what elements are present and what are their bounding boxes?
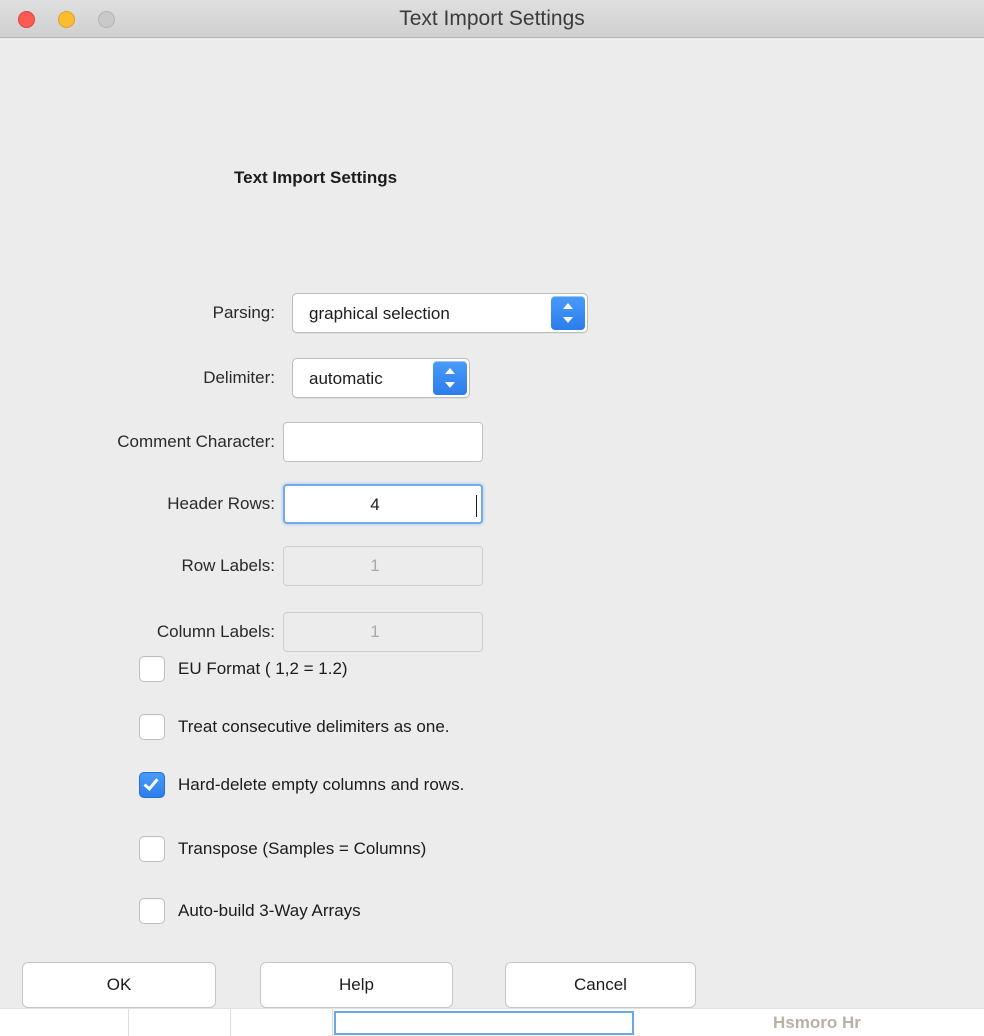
grid-line bbox=[332, 1009, 333, 1036]
grid-line bbox=[128, 1009, 129, 1036]
dialog-content bbox=[0, 38, 984, 1036]
delimiter-popup-button[interactable] bbox=[292, 358, 470, 398]
form-row-column-labels bbox=[0, 612, 984, 652]
delimiter-stepper[interactable] bbox=[433, 361, 467, 395]
checkbox-label: Hard-delete empty columns and rows. bbox=[178, 775, 465, 794]
checkbox-label: EU Format ( 1,2 = 1.2) bbox=[178, 659, 348, 678]
checkbox-box[interactable] bbox=[139, 656, 165, 682]
page-title: Text Import Settings bbox=[234, 168, 398, 187]
header-rows-label: Header Rows: bbox=[167, 494, 275, 513]
checkbox-box[interactable] bbox=[139, 772, 165, 798]
header-rows-input[interactable] bbox=[283, 484, 483, 524]
selected-cell-range bbox=[334, 1011, 634, 1035]
check-icon bbox=[143, 775, 158, 791]
window-titlebar bbox=[0, 0, 984, 38]
parsing-stepper[interactable] bbox=[551, 296, 585, 330]
help-button[interactable]: Help bbox=[260, 962, 453, 1008]
column-labels-input bbox=[283, 612, 483, 652]
chevron-down-icon bbox=[563, 317, 573, 323]
form-row-comment-character bbox=[0, 422, 984, 462]
form-row-header-rows bbox=[0, 484, 984, 524]
grid-line bbox=[230, 1009, 231, 1036]
checkbox-label: Treat consecutive delimiters as one. bbox=[178, 717, 450, 736]
column-labels-label: Column Labels: bbox=[156, 622, 275, 641]
parsing-label: Parsing: bbox=[212, 303, 275, 322]
form-row-delimiter bbox=[0, 358, 984, 398]
background-label: Hsmoro Hr bbox=[773, 1013, 861, 1032]
background-spreadsheet-strip bbox=[0, 1008, 984, 1036]
form-row-parsing bbox=[0, 293, 984, 333]
checkbox-box[interactable] bbox=[139, 714, 165, 740]
delimiter-label: Delimiter: bbox=[203, 368, 275, 387]
parsing-value: graphical selection bbox=[309, 304, 450, 323]
text-caret bbox=[476, 495, 477, 517]
chevron-down-icon bbox=[445, 382, 455, 388]
checkbox-box[interactable] bbox=[139, 898, 165, 924]
window-title: Text Import Settings bbox=[399, 7, 585, 30]
comment-character-input[interactable] bbox=[283, 422, 483, 462]
form-row-row-labels bbox=[0, 546, 984, 586]
header-rows-value: 4 bbox=[370, 495, 380, 514]
checkbox-label: Auto-build 3-Way Arrays bbox=[178, 901, 361, 920]
checkbox-label: Transpose (Samples = Columns) bbox=[178, 839, 427, 858]
checkbox-box[interactable] bbox=[139, 836, 165, 862]
delimiter-value: automatic bbox=[309, 369, 383, 388]
ok-button[interactable]: OK bbox=[22, 962, 216, 1008]
row-labels-label: Row Labels: bbox=[181, 556, 275, 575]
comment-character-label: Comment Character: bbox=[117, 432, 275, 451]
cancel-button[interactable]: Cancel bbox=[505, 962, 696, 1008]
parsing-popup-button[interactable] bbox=[292, 293, 588, 333]
column-labels-value: 1 bbox=[370, 622, 380, 641]
row-labels-value: 1 bbox=[370, 556, 380, 575]
chevron-up-icon bbox=[563, 303, 573, 309]
row-labels-input bbox=[283, 546, 483, 586]
chevron-up-icon bbox=[445, 368, 455, 374]
